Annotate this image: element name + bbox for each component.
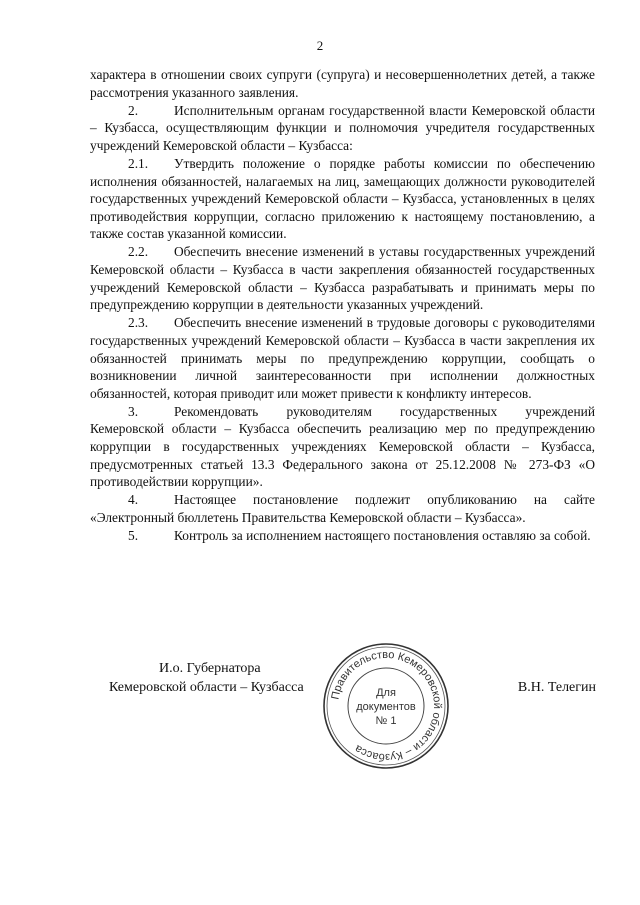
official-stamp [320,640,452,772]
paragraph-text: Контроль за исполнением настоящего постановления оставляю за собой. [174,527,591,543]
paragraph-number: 2.2. [128,244,149,260]
paragraph-number: 2. [128,102,139,118]
paragraph-number: 2.3. [128,315,149,331]
paragraph-2-3 [90,314,595,402]
paragraph-3 [90,403,595,491]
stamp-center-line3: № 1 [375,715,397,727]
stamp-center-line2: документов [356,701,416,713]
paragraph-2-2 [90,243,595,313]
paragraph-text: Рекомендовать руководителям государственных учреждений Кемеровской области – Кузбасса обеспечить реализацию мер по предупреждению коррупции в государственных учреждениях Кемеровской области – Кузбасса, предусмотренных статьей 13.3 Федерального закона от 25.12.2008 № 273-ФЗ «О противодействии коррупции». [90,403,595,490]
stamp-ring-text: Правительство Кемеровской области – Кузбасса [329,648,444,764]
signatory-name: В.Н. Телегин [517,680,596,695]
paragraph-text: характера в отношении своих супруги (супруга) и несовершеннолетних детей, а также рассмотрения указанного заявления. [90,67,595,100]
paragraph-number: 5. [128,527,139,543]
paragraph-text: Утвердить положение о порядке работы комиссии по обеспечению исполнения обязанностей, налагаемых на лиц, замещающих должности руководителей государственных учреждений Кемеровской области – Кузбасса, установленных в целях противодействия коррупции, согласно приложению к настоящему постановлению, а также состав указанной комиссии. [90,155,595,242]
page-number: 2 [316,38,324,53]
stamp-center-line1: Для [376,687,396,699]
paragraph-5 [90,527,595,545]
paragraph-text: Обеспечить внесение изменений в трудовые договоры с руководителями государственных учреждений Кемеровской области – Кузбасса в части закрепления их обязанностей принимать меры по предупреждению коррупции, сообщать о возникновении личной заинтересованности при исполнении должностных обязанностей, которая приводит или может привести к конфликту интересов. [90,315,595,401]
document-body [90,66,595,545]
paragraph-number: 2.1. [128,155,149,171]
paragraph-continuation [90,66,595,101]
paragraph-text: Исполнительным органам государственной власти Кемеровской области – Кузбасса, осуществляющим функции и полномочия учредителя государственных учреждений Кемеровской области – Кузбасса: [90,102,595,153]
paragraph-text: Обеспечить внесение изменений в уставы государственных учреждений Кемеровской области – Кузбасса в части закрепления обязанностей государственных учреждений Кемеровской области – Кузбасса разрабатывать и принимать меры по предупреждению коррупции в деятельности указанных учреждений. [90,244,595,313]
paragraph-4 [90,491,595,526]
paragraph-number: 3. [128,403,139,419]
signatory-title-line1: И.о. Губернатора [159,661,261,676]
signatory-title-line2: Кемеровской области – Кузбасса [109,680,304,695]
paragraph-text: Настоящее постановление подлежит опубликованию на сайте «Электронный бюллетень Правительства Кемеровской области – Кузбасса». [90,492,595,525]
paragraph-2 [90,102,595,155]
paragraph-number: 4. [128,492,139,508]
paragraph-2-1 [90,155,595,243]
